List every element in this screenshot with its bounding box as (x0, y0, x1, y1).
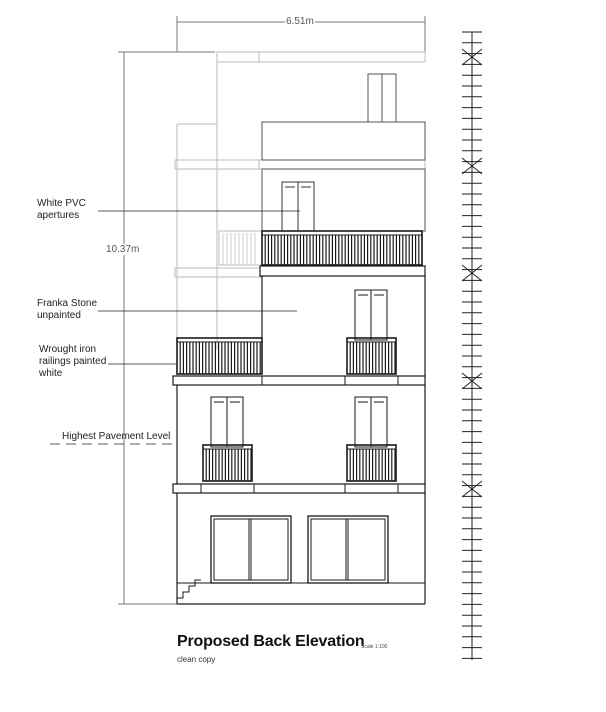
right-balcony-railing-2f (347, 338, 396, 374)
ground-door-right (308, 516, 388, 583)
annotation-pvc-apertures: White PVC apertures (37, 198, 86, 221)
pvc-door-top (282, 182, 314, 231)
first-floor-wall (177, 385, 425, 484)
drawing-title: Proposed Back Elevation (177, 633, 365, 650)
drawing-subtitle: clean copy (177, 655, 216, 664)
left-balcony-railing-1f (203, 445, 252, 481)
pvc-window-2f (355, 290, 387, 340)
second-floor-wall (262, 276, 425, 376)
annotation-highest-pavement-level: Highest Pavement Level (62, 431, 171, 442)
drawing-scale: Scale 1:100 (361, 644, 388, 650)
annotation-wrought-iron-railings: Wrought iron railings painted white (39, 344, 107, 379)
annotation-franka-stone: Franka Stone unpainted (37, 298, 98, 321)
floor-band-2 (173, 376, 425, 385)
height-dimension-label: 10.37m (106, 244, 140, 255)
right-balcony-railing-1f (347, 445, 396, 481)
penthouse (262, 74, 425, 231)
pvc-window-1f-right (355, 397, 387, 447)
left-balcony-railing-2f (177, 338, 262, 374)
floor-band-3 (260, 266, 425, 276)
top-balcony-railing (262, 231, 422, 265)
steps (177, 580, 425, 598)
scale-bar (462, 32, 482, 660)
height-dimension (118, 52, 215, 604)
floor-band-1 (173, 484, 425, 493)
width-dimension-label: 6.51m (286, 16, 314, 27)
ground-door-left (211, 516, 291, 583)
pvc-window-1f-left (211, 397, 243, 447)
